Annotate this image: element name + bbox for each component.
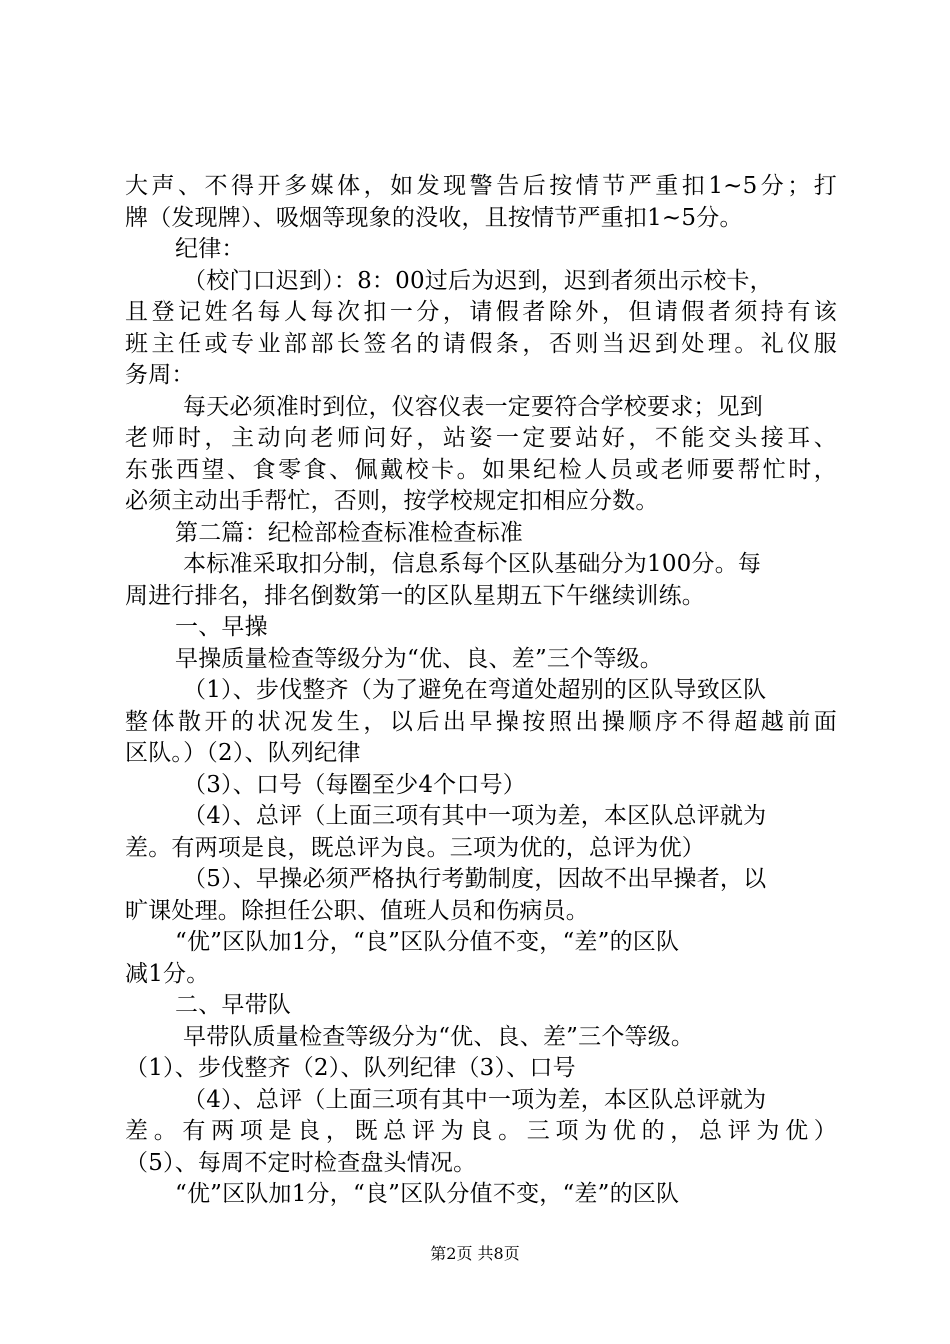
text-line: 班主任或专业部部长签名的请假条，否则当迟到处理。礼仪服 xyxy=(125,330,837,357)
text-line: （4）、总评（上面三项有其中一项为差，本区队总评就为 xyxy=(183,803,767,829)
text-line: 旷课处理。除担任公职、值班人员和伤病员。 xyxy=(125,897,589,924)
text-line: （校门口迟到）：8：00过后为迟到，迟到者须出示校卡， xyxy=(183,267,773,294)
text-line: （3）、口号（每圈至少4个口号） xyxy=(183,771,526,798)
text-line: 整体散开的状况发生，以后出早操按照出操顺序不得超越前面 xyxy=(125,708,837,735)
text-line: 二、早带队 xyxy=(175,992,291,1018)
text-line: （4）、总评（上面三项有其中一项为差，本区队总评就为 xyxy=(183,1086,767,1113)
text-line: （5）、每周不定时检查盘头情况。 xyxy=(125,1149,477,1176)
text-line: 本标准采取扣分制，信息系每个区队基础分为100分。每 xyxy=(183,551,762,577)
text-line: 纪律： xyxy=(175,236,245,262)
text-line: 减1分。 xyxy=(125,960,210,987)
text-line: 必须主动出手帮忙，否则，按学校规定扣相应分数。 xyxy=(125,488,659,514)
document-body xyxy=(125,171,837,1211)
text-line: （1）、步伐整齐（2）、队列纪律（3）、口号 xyxy=(125,1055,576,1081)
text-line: “优”区队加1分，“良”区队分值不变，“差”的区队 xyxy=(175,929,680,955)
text-line: （1）、步伐整齐（为了避免在弯道处超别的区队导致区队 xyxy=(183,677,767,703)
text-line: 牌（发现牌）、吸烟等现象的没收，且按情节严重扣1~5分。 xyxy=(125,204,743,231)
text-line: （5）、早操必须严格执行考勤制度，因故不出早操者，以 xyxy=(183,866,767,892)
text-line: 一、早操 xyxy=(175,614,268,640)
text-line: 区队。）（2）、队列纪律 xyxy=(125,740,361,766)
text-line: 周进行排名，排名倒数第一的区队星期五下午继续训练。 xyxy=(125,582,705,609)
text-line: 东张西望、食零食、佩戴校卡。如果纪检人员或老师要帮忙时， xyxy=(125,456,837,483)
page-footer: 第2页 共8页 xyxy=(430,1244,520,1263)
text-line: 第二篇：纪检部检查标准检查标准 xyxy=(175,519,523,546)
text-line: 早操质量检查等级分为“优、良、差”三个等级。 xyxy=(175,645,663,672)
text-line: 大声、不得开多媒体，如发现警告后按情节严重扣1~5分；打 xyxy=(125,173,837,199)
text-line: “优”区队加1分，“良”区队分值不变，“差”的区队 xyxy=(175,1181,680,1207)
text-line: 且登记姓名每人每次扣一分，请假者除外，但请假者须持有该 xyxy=(125,299,837,325)
text-line: 早带队质量检查等级分为“优、良、差”三个等级。 xyxy=(183,1023,695,1050)
text-line: 老师时，主动向老师问好，站姿一定要站好，不能交头接耳、 xyxy=(125,425,837,451)
text-line: 每天必须准时到位，仪容仪表一定要符合学校要求；见到 xyxy=(183,393,763,420)
text-line: 务周： xyxy=(125,362,195,388)
text-line: 差。有两项是良，既总评为良。三项为优的，总评为优） xyxy=(125,1118,837,1144)
text-line: 差。有两项是良，既总评为良。三项为优的，总评为优） xyxy=(125,834,705,861)
